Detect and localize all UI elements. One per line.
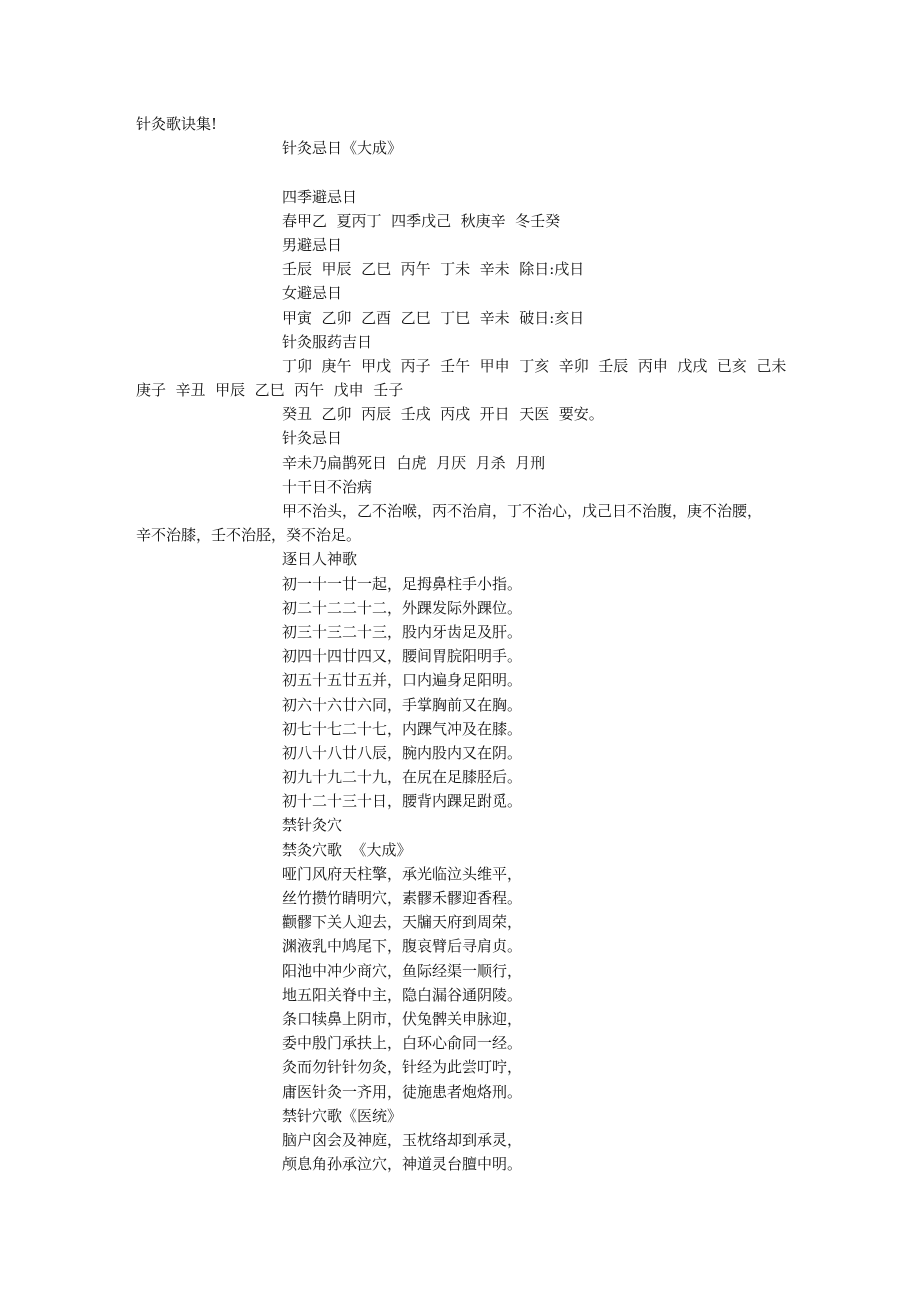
text-line: 壬辰 甲辰 乙巳 丙午 丁未 辛未 除日:戌日 xyxy=(282,260,585,279)
verse-line: 颅息角孙承泣穴，神道灵台膻中明。 xyxy=(282,1155,523,1174)
verse-line: 初六十六廿六同，手掌胸前又在胸。 xyxy=(282,695,523,714)
verse-line: 初二十二二十二，外踝发际外踝位。 xyxy=(282,598,523,617)
section-heading: 针灸服药吉日 xyxy=(282,332,373,351)
section-heading: 禁灸穴歌 《大成》 xyxy=(282,840,412,859)
verse-line: 渊液乳中鸠尾下，腹哀臂后寻肩贞。 xyxy=(282,937,523,956)
section-heading: 逐日人神歌 xyxy=(282,550,358,569)
text-line: 甲寅 乙卯 乙酉 乙巳 丁巳 辛未 破日:亥日 xyxy=(282,308,585,327)
verse-line: 初九十九二十九，在尻在足膝胫后。 xyxy=(282,768,523,787)
section-heading: 男避忌日 xyxy=(282,235,343,254)
verse-line: 庸医针灸一齐用，徒施患者炮烙刑。 xyxy=(282,1082,523,1101)
verse-line: 初四十四廿四又，腰间胃脘阳明手。 xyxy=(282,647,523,666)
section-heading: 针灸忌日 xyxy=(282,429,343,448)
document-body xyxy=(136,112,796,1176)
text-line: 辛未乃扁鹊死日 白虎 月厌 月杀 月刑 xyxy=(282,453,546,472)
text-line: 丁卯 庚午 甲戊 丙子 壬午 甲申 丁亥 辛卯 壬辰 丙申 戊戌 已亥 己未 xyxy=(282,356,787,375)
verse-line: 丝竹攒竹睛明穴，素髎禾髎迎香程。 xyxy=(282,889,523,907)
verse-line: 条口犊鼻上阴市，伏兔髀关申脉迎， xyxy=(282,1009,523,1028)
text-line-continued: 辛不治膝，壬不治胫，癸不治足。 xyxy=(136,526,362,545)
section-heading: 禁针灸穴 xyxy=(282,816,343,835)
verse-line: 初七十七二十七，内踝气冲及在膝。 xyxy=(282,719,523,738)
section-heading: 四季避忌日 xyxy=(282,187,358,206)
section-heading: 禁针穴歌《医统》 xyxy=(282,1106,403,1125)
document-title: 针灸歌诀集! xyxy=(136,115,218,133)
text-line-continued: 庚子 辛丑 甲辰 乙巳 丙午 戊申 壬子 xyxy=(136,381,404,400)
text-line: 春甲乙 夏丙丁 四季戊己 秋庚辛 冬壬癸 xyxy=(282,211,561,230)
verse-line: 地五阳关脊中主，隐白漏谷通阴陵。 xyxy=(282,985,523,1004)
section-heading: 十干日不治病 xyxy=(282,477,373,496)
text-line: 癸丑 乙卯 丙辰 壬戌 丙戌 开日 天医 要安。 xyxy=(282,405,604,424)
verse-line: 脑户囟会及神庭，玉枕络却到承灵， xyxy=(282,1130,523,1149)
blank-line xyxy=(136,160,796,184)
verse-line: 哑门风府天柱擎，承光临泣头维平， xyxy=(282,864,523,883)
verse-line: 初三十三二十三，股内牙齿足及肝。 xyxy=(282,622,523,641)
verse-line: 颧髎下关人迎去，天牖天府到周荣， xyxy=(282,913,523,932)
verse-line: 委中殷门承扶上，白环心俞同一经。 xyxy=(282,1034,523,1053)
verse-line: 阳池中冲少商穴，鱼际经渠一顺行， xyxy=(282,961,523,980)
text-line: 甲不治头，乙不治喉，丙不治肩，丁不治心，戊己日不治腹，庚不治腰， xyxy=(282,502,763,520)
section-heading: 女避忌日 xyxy=(282,284,343,303)
section-heading: 针灸忌日《大成》 xyxy=(282,139,403,158)
verse-line: 初八十八廿八辰，腕内股内又在阴。 xyxy=(282,743,523,762)
verse-line: 初一十一廿一起，足拇鼻柱手小指。 xyxy=(282,574,523,593)
verse-line: 灸而勿针针勿灸，针经为此尝叮咛， xyxy=(282,1058,523,1077)
verse-line: 初十二十三十日，腰背内踝足跗觅。 xyxy=(282,792,523,811)
verse-line: 初五十五廿五并，口内遍身足阳明。 xyxy=(282,671,523,690)
